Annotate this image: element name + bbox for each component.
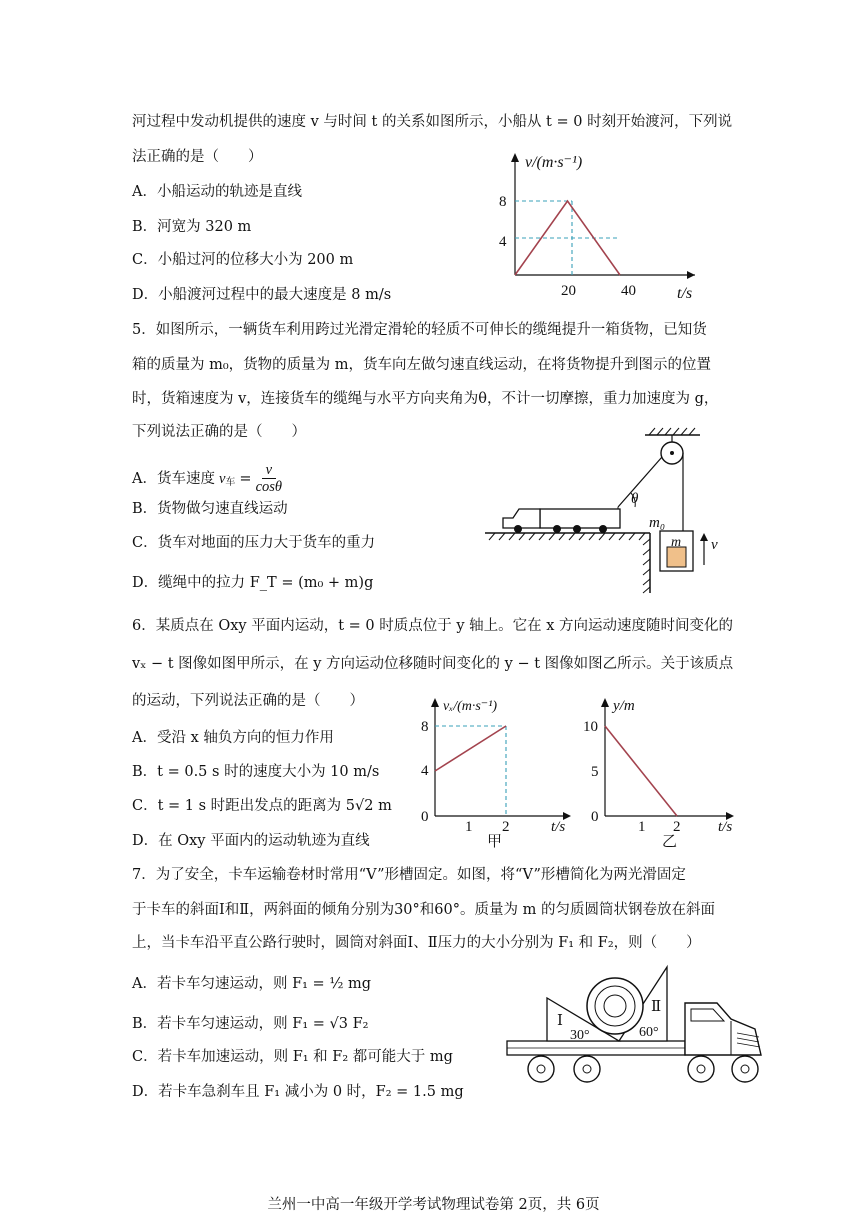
q5-wheel-icon <box>553 525 561 533</box>
q5-wheel-icon <box>573 525 581 533</box>
page-footer: 兰州一中高一年级开学考试物理试卷第 2页，共 6页 <box>267 1197 600 1213</box>
q6a-x-tick-1: 1 <box>465 819 473 835</box>
q7-option-b: B．若卡车匀速运动，则 F₁ = √3 F₂ <box>132 1016 369 1032</box>
q5-line3: 时，货箱速度为 v，连接货车的缆绳与水平方向夹角为θ，不计一切摩擦，重力加速度为 g， <box>132 391 719 407</box>
q7-wheel-icon <box>574 1056 600 1082</box>
q7-line2: 于卡车的斜面Ⅰ和Ⅱ，两斜面的倾角分别为30°和60°。质量为 m 的匀质圆筒状钢卷放在斜面 <box>132 902 715 918</box>
q6b-caption: 乙 <box>662 834 678 850</box>
q5-line2: 箱的质量为 m₀，货物的质量为 m，货车向左做匀速直线运动，在将货物提升到图示的位置 <box>132 357 712 373</box>
q5-line1: 5．如图所示，一辆货车利用跨过光滑定滑轮的轻质不可伸长的缆绳提升一箱货物，已知货 <box>132 322 707 338</box>
q6b-y-tick-10: 10 <box>583 719 598 735</box>
q4-x-arrow-icon <box>687 271 695 279</box>
q4-y-tick-8: 8 <box>499 194 507 210</box>
q5-m-label: m <box>671 535 682 550</box>
q6-line1: 6．某质点在 Oxy 平面内运动，t = 0 时质点位于 y 轴上。它在 x 方向运动速度随时间变化的 <box>132 618 734 634</box>
q5-option-a-sub: 车 <box>225 476 236 488</box>
q6a-y-label: vₓ/(m·s⁻¹) <box>443 699 498 714</box>
q5-v-label: v <box>711 537 718 553</box>
q5-option-a-eq: = <box>239 470 252 487</box>
q6b-y-tick-5: 5 <box>591 764 599 780</box>
q6-line2: vₓ − t 图像如图甲所示，在 y 方向运动位移随时间变化的 y − t 图像如图乙所示。关于该质点 <box>132 656 734 672</box>
q4-option-a: A．小船运动的轨迹是直线 <box>132 184 302 200</box>
q5-m0-label: m₀ <box>649 515 666 531</box>
q4-option-b: B．河宽为 320 m <box>132 219 252 235</box>
q6b-x-tick-1: 1 <box>638 819 646 835</box>
q7-angle-30: 30° <box>570 1028 590 1043</box>
q5-truck-bed <box>540 509 620 528</box>
q7-wheel-icon <box>688 1056 714 1082</box>
q6b-series-line <box>605 726 677 816</box>
q4-option-c: C．小船过河的位移大小为 200 m <box>132 252 354 268</box>
q6a-y-tick-0: 0 <box>421 809 429 825</box>
q6-option-b: B．t = 0.5 s 时的速度大小为 10 m/s <box>132 764 380 780</box>
q5-line4: 下列说法正确的是（ ） <box>132 424 306 440</box>
q5-theta-label: θ <box>631 491 639 507</box>
q6a-series-line <box>435 726 506 771</box>
q7-option-c: C．若卡车加速运动，则 F₁ 和 F₂ 都可能大于 mg <box>132 1049 453 1065</box>
q4-x-label: t/s <box>677 285 693 302</box>
q7-label-2: Ⅱ <box>651 999 662 1015</box>
q6a-y-tick-8: 8 <box>421 719 429 735</box>
q7-option-d: D．若卡车急刹车且 F₁ 减小为 0 时，F₂ = 1.5 mg <box>132 1084 464 1100</box>
q7-wheel-icon <box>732 1056 758 1082</box>
q4-y-tick-4: 4 <box>499 234 507 250</box>
q5-option-a <box>132 462 282 495</box>
q5-option-a-var: v <box>218 470 226 487</box>
q6b-y-label: y/m <box>613 698 635 714</box>
q6a-x-label: t/s <box>551 819 566 835</box>
q5-truck-cab <box>503 509 540 528</box>
q6a-caption: 甲 <box>487 834 503 850</box>
q5-cargo <box>667 547 686 567</box>
q7-option-a: A．若卡车匀速运动，则 F₁ = ½ mg <box>132 976 372 992</box>
q6b-x-tick-2: 2 <box>673 819 681 835</box>
q6b-x-label: t/s <box>718 819 733 835</box>
q7-angle-60: 60° <box>639 1025 659 1040</box>
q6b-y-arrow-icon <box>601 698 609 707</box>
q4-option-d: D．小船渡河过程中的最大速度是 8 m/s <box>132 287 392 303</box>
q7-line1: 7．为了安全，卡车运输卷材时常用“V”形槽固定。如图，将“V”形槽简化为两光滑固定 <box>132 867 686 883</box>
q7-label-1: Ⅰ <box>557 1013 563 1029</box>
q6-line3: 的运动，下列说法正确的是（ ） <box>132 693 364 709</box>
q6a-x-tick-2: 2 <box>502 819 510 835</box>
q4-x-tick-20: 20 <box>561 283 576 299</box>
q4-y-label: v/(m·s⁻¹) <box>525 154 583 171</box>
q5-option-c: C．货车对地面的压力大于货车的重力 <box>132 535 376 551</box>
q6-graph-jia <box>405 690 585 850</box>
q4-intro-line1: 河过程中发动机提供的速度 v 与时间 t 的关系如图所示，小船从 t = 0 时刻开始渡河，下列说 <box>132 114 733 130</box>
q7-line3: 上，当卡车沿平直公路行驶时，圆筒对斜面Ⅰ、Ⅱ压力的大小分别为 F₁ 和 F₂，则（ ） <box>132 935 701 951</box>
q7-wheel-icon <box>528 1056 554 1082</box>
q6-option-d: D．在 Oxy 平面内的运动轨迹为直线 <box>132 833 370 849</box>
q7-truck-vgroove-figure <box>505 963 767 1091</box>
q5-option-b: B．货物做匀速直线运动 <box>132 501 288 517</box>
q6-graph-yi <box>580 690 750 850</box>
q6a-y-tick-4: 4 <box>421 763 429 779</box>
q5-option-a-prefix: A．货车速度 <box>132 470 215 487</box>
q5-option-a-den: cosθ <box>255 479 283 495</box>
q6-option-c: C．t = 1 s 时距出发点的距离为 5√2 m <box>132 798 392 814</box>
q5-wheel-icon <box>599 525 607 533</box>
q5-option-a-num: v <box>262 462 276 479</box>
q4-velocity-graph <box>495 145 705 305</box>
q4-y-arrow-icon <box>511 153 519 162</box>
q5-option-a-fraction <box>256 462 282 495</box>
q5-rope-to-truck <box>618 457 662 507</box>
q5-velocity-arrow-icon <box>700 533 708 541</box>
q5-truck-pulley-figure <box>485 425 730 595</box>
q5-wheel-icon <box>514 525 522 533</box>
q5-option-d: D．缆绳中的拉力 F_T = (m₀ + m)g <box>132 575 374 591</box>
q6a-y-arrow-icon <box>431 698 439 707</box>
q6-option-a: A．受沿 x 轴负方向的恒力作用 <box>132 730 334 746</box>
q4-x-tick-40: 40 <box>621 283 636 299</box>
q4-intro-line2: 法正确的是（ ） <box>132 149 263 165</box>
q6b-y-tick-0: 0 <box>591 809 599 825</box>
